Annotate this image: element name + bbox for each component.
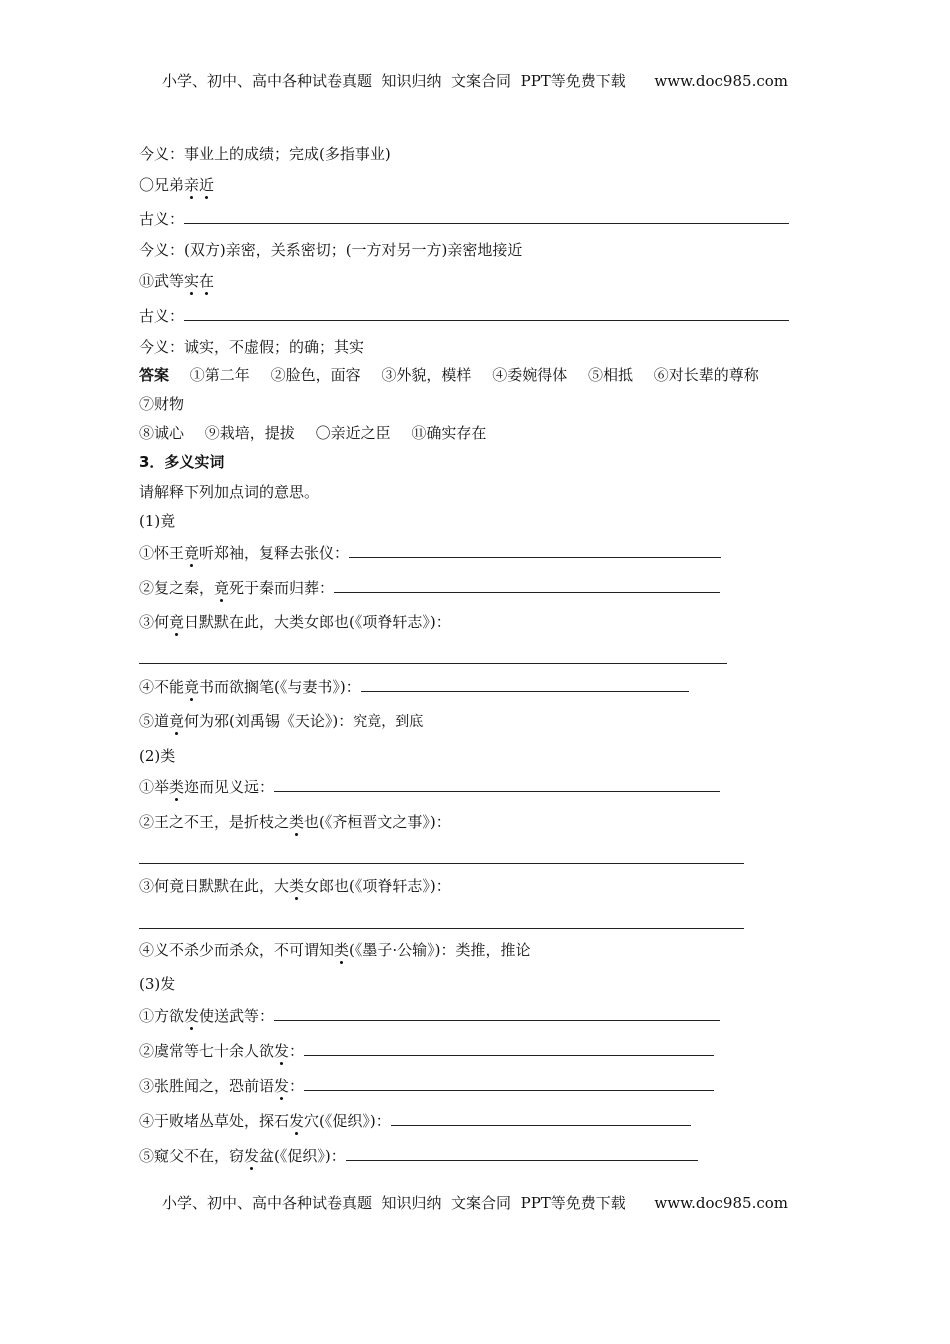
item-text: 迩而见义远：	[184, 778, 275, 796]
answer-blank[interactable]	[391, 1111, 691, 1126]
label: 古义：	[139, 307, 185, 325]
question-item	[139, 876, 451, 896]
item-text: ①举	[139, 778, 170, 796]
answer-blank[interactable]	[184, 306, 789, 321]
question-item	[139, 1041, 714, 1061]
answer-blank[interactable]	[304, 1041, 714, 1056]
dotted-word: 实	[184, 272, 200, 290]
question-item	[139, 1111, 691, 1131]
item-text: ①怀王	[139, 544, 185, 562]
item-text: ①方欲	[139, 1007, 185, 1025]
sub-heading: (3)发	[139, 975, 176, 993]
dotted-word: 近	[199, 176, 215, 194]
dotted-word: 发	[274, 1042, 290, 1060]
answer-blank[interactable]	[274, 777, 720, 792]
answer-item: ⑨栽培，提拔	[204, 424, 295, 442]
dotted-word: 类	[334, 941, 350, 959]
section-title: 3．多义实词	[139, 453, 225, 471]
answer-row	[139, 306, 789, 326]
sub-heading: (2)类	[139, 747, 176, 765]
text-line: 今义：事业上的成绩；完成(多指事业)	[139, 145, 391, 163]
instruction: 请解释下列加点词的意思。	[139, 483, 320, 501]
answer-blank[interactable]	[361, 677, 689, 692]
answer-item: ①第二年	[189, 366, 250, 384]
answer-blank[interactable]	[346, 1146, 698, 1161]
answer-blank[interactable]	[139, 663, 727, 664]
dotted-word: 发	[289, 1112, 305, 1130]
item-text: ④于败堵丛草处，探石	[139, 1112, 290, 1130]
answer-item: ④委婉得体	[492, 366, 568, 384]
question-item	[139, 711, 423, 732]
dotted-word: 竟	[214, 579, 230, 597]
item-text: ⑤道	[139, 712, 170, 730]
answer-item: ②脸色，面容	[270, 366, 361, 384]
item-text: ⑪武等	[139, 272, 185, 290]
item-text: ②王之不王，是折枝之	[139, 813, 290, 831]
question-item	[139, 175, 214, 195]
dotted-word: 竟	[169, 712, 185, 730]
question-item	[139, 940, 531, 960]
answer-key-line	[139, 423, 486, 443]
answer-blank[interactable]	[334, 578, 720, 593]
item-text: ③何	[139, 613, 170, 631]
item-text: 女郎也(《项脊轩志》)：	[304, 877, 451, 895]
answer-label: 答案	[139, 366, 170, 384]
item-text: ④不能	[139, 678, 185, 696]
answer-key	[139, 365, 759, 385]
item-text: 使送武等：	[199, 1007, 275, 1025]
answer-item: ⑪确实存在	[411, 424, 487, 442]
answer-blank[interactable]	[304, 1076, 714, 1091]
item-text: ③张胜闻之，恐前语	[139, 1077, 275, 1095]
item-text: ：	[289, 1077, 305, 1095]
answer-item: 〇亲近之臣	[315, 424, 391, 442]
dotted-word: 竟	[184, 544, 200, 562]
answer-blank[interactable]	[139, 928, 744, 929]
answer-item: ⑤相抵	[587, 366, 633, 384]
answer-item: ③外貌，模样	[381, 366, 472, 384]
dotted-word: 竟	[184, 678, 200, 696]
dotted-word: 发	[274, 1077, 290, 1095]
question-item	[139, 578, 720, 598]
item-text: 盆(《促织》)：	[259, 1147, 346, 1165]
question-item	[139, 1006, 720, 1026]
item-text: ③何竟日默默在此，大	[139, 877, 290, 895]
answer-row	[139, 209, 789, 229]
answer-blank[interactable]	[139, 863, 744, 864]
item-text: 穴(《促织》)：	[304, 1112, 391, 1130]
text-line: 今义：(双方)亲密，关系密切；(一方对另一方)亲密地接近	[139, 241, 523, 259]
dotted-word: 类	[289, 877, 305, 895]
item-text: 死于秦而归葬：	[229, 579, 335, 597]
question-item	[139, 271, 214, 291]
text-line: 今义：诚实，不虚假；的确；其实	[139, 338, 365, 356]
item-text: 〇兄弟	[139, 176, 185, 194]
filled-answer: 究竟，到底	[353, 714, 424, 730]
page-header: 小学、初中、高中各种试卷真题 知识归纳 文案合同 PPT等免费下载 www.doc985.com	[161, 72, 788, 90]
dotted-word: 竟	[169, 613, 185, 631]
page-footer: 小学、初中、高中各种试卷真题 知识归纳 文案合同 PPT等免费下载 www.doc985.com	[161, 1194, 788, 1212]
answer-item: ⑧诚心	[139, 424, 185, 442]
question-item	[139, 543, 721, 563]
dotted-word: 发	[244, 1147, 260, 1165]
item-text: ②虞常等七十余人欲	[139, 1042, 275, 1060]
question-item	[139, 1146, 698, 1166]
dotted-word: 类	[169, 778, 185, 796]
answer-item: ⑥对长辈的尊称	[653, 366, 759, 384]
item-text: 也(《齐桓晋文之事》)：	[304, 813, 451, 831]
item-text: 听郑袖，复释去张仪：	[199, 544, 350, 562]
dotted-word: 亲	[184, 176, 200, 194]
item-text: ⑤窥父不在，窃	[139, 1147, 245, 1165]
item-text: ④义不杀少而杀众，不可谓知	[139, 941, 335, 959]
answer-item: ⑦财物	[139, 395, 185, 413]
dotted-word: 发	[184, 1007, 200, 1025]
label: 古义：	[139, 210, 185, 228]
answer-blank[interactable]	[184, 209, 789, 224]
item-text: (《墨子·公输》)：	[349, 941, 456, 959]
dotted-word: 类	[289, 813, 305, 831]
item-text: 书而欲搁笔(《与妻书》)：	[199, 678, 361, 696]
item-text: 何为邪(刘禹锡《天论》)：	[184, 712, 354, 730]
sub-heading: (1)竟	[139, 512, 176, 530]
question-item	[139, 777, 720, 797]
dotted-word: 在	[199, 272, 215, 290]
item-text: ：	[289, 1042, 305, 1060]
answer-blank[interactable]	[349, 543, 721, 558]
question-item	[139, 1076, 714, 1096]
question-item	[139, 612, 451, 632]
question-item	[139, 677, 689, 697]
answer-blank[interactable]	[274, 1006, 720, 1021]
question-item	[139, 812, 451, 832]
item-text: ②复之秦，	[139, 579, 215, 597]
filled-answer: 类推，推论	[455, 941, 531, 959]
item-text: 日默默在此，大类女郎也(《项脊轩志》)：	[184, 613, 451, 631]
